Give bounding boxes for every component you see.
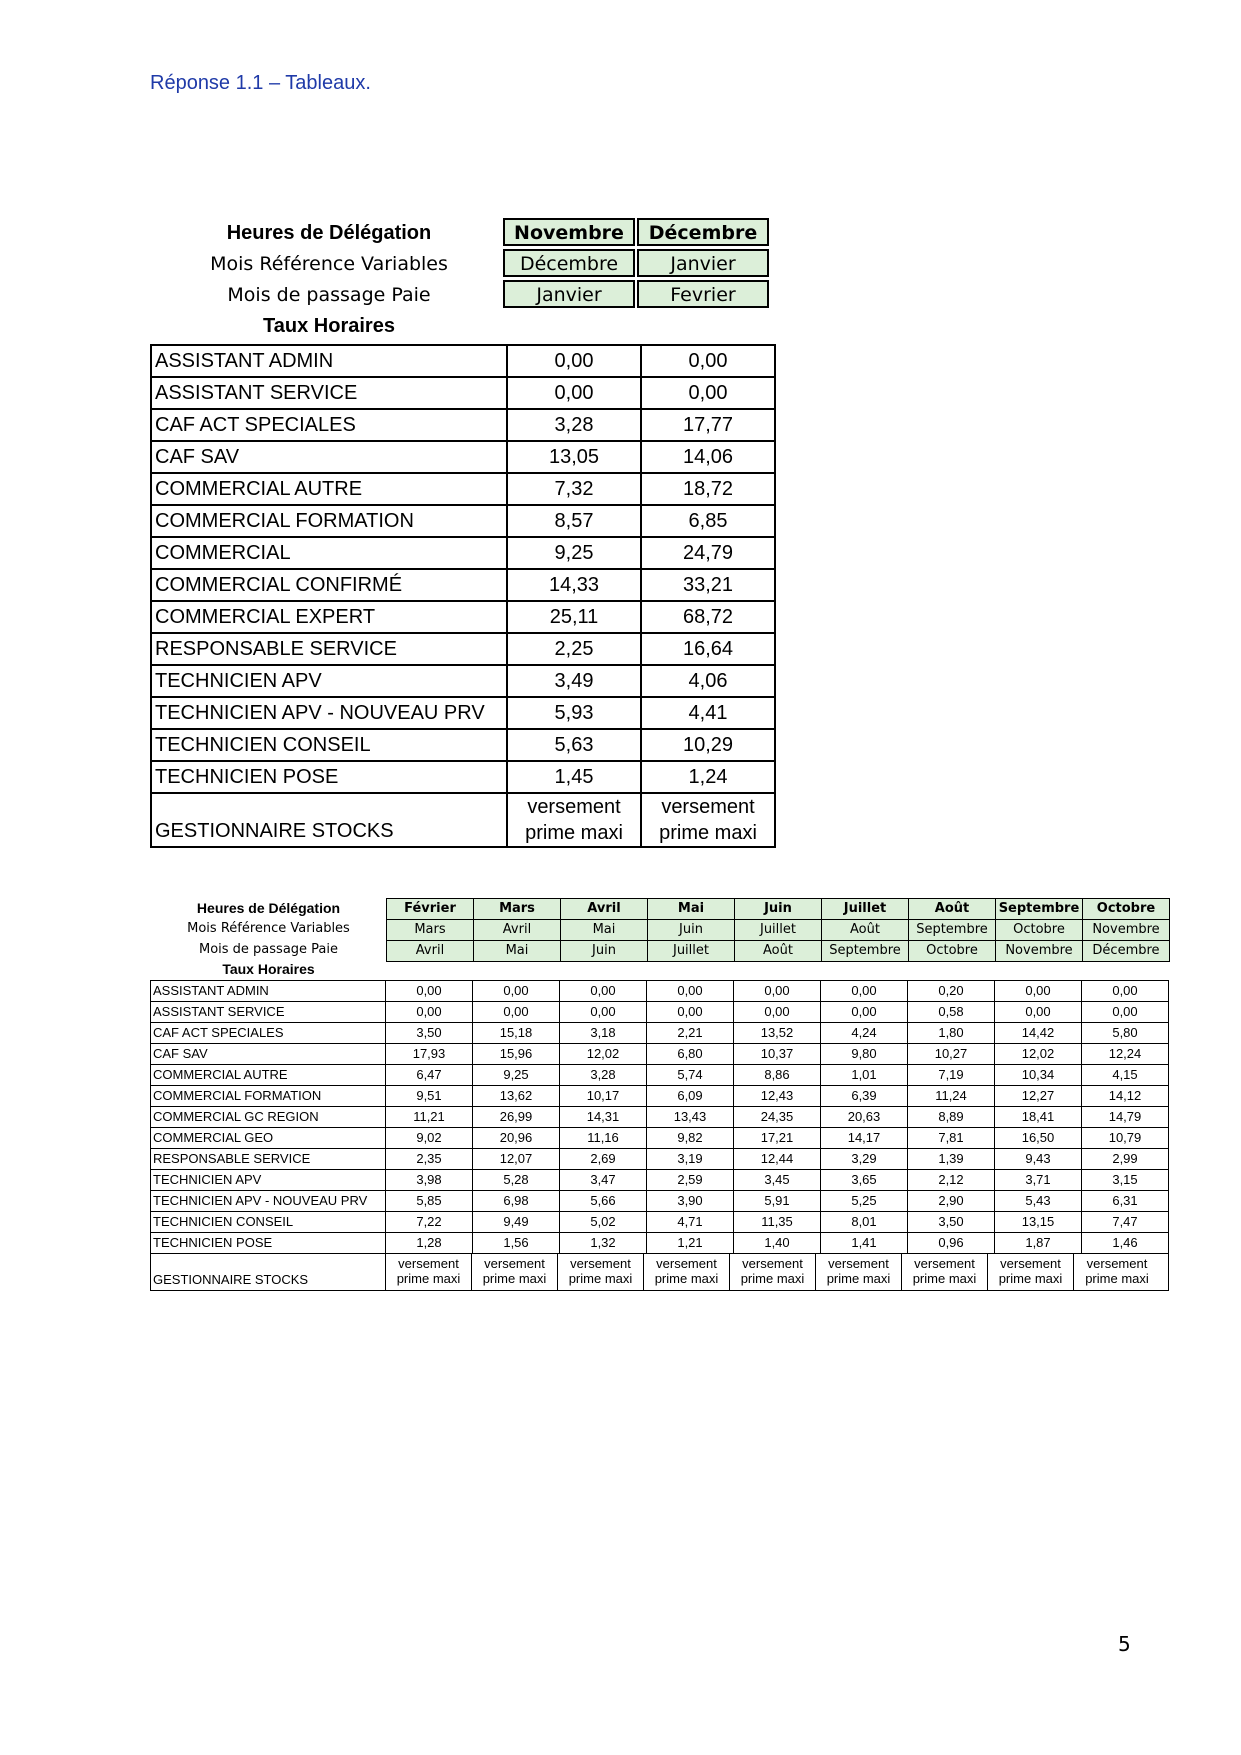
table-row bbox=[151, 1149, 1168, 1170]
rate-cell: 10,79 bbox=[1108, 1130, 1142, 1145]
rate-cell: 0,00 bbox=[1112, 983, 1138, 998]
rate-cell: 3,47 bbox=[560, 1170, 647, 1190]
rate-cell: 13,05 bbox=[508, 442, 642, 472]
rate-cell: 0,00 bbox=[473, 1002, 560, 1022]
rate-cell: 0,00 bbox=[473, 981, 560, 1001]
job-title-cell: COMMERCIAL FORMATION bbox=[152, 506, 508, 536]
rate-cell: 13,62 bbox=[473, 1086, 560, 1106]
rate-cell: 20,63 bbox=[821, 1107, 908, 1127]
rate-cell: 4,06 bbox=[688, 670, 728, 692]
rate-cell: 5,85 bbox=[386, 1191, 473, 1211]
job-title-cell: GESTIONNAIRE STOCKS bbox=[152, 794, 508, 846]
job-title-cell: CAF ACT SPECIALES bbox=[151, 1023, 386, 1043]
month-header-cell: Août bbox=[735, 941, 822, 961]
rate-cell: 15,96 bbox=[473, 1044, 560, 1064]
table-row bbox=[152, 634, 774, 666]
table-row bbox=[151, 1233, 1168, 1254]
rate-cell: 0,00 bbox=[386, 1002, 473, 1022]
prime-line-2: prime maxi bbox=[525, 822, 623, 844]
month-header-cell: Août bbox=[909, 899, 996, 919]
job-title-cell: ASSISTANT ADMIN bbox=[152, 346, 508, 376]
rate-cell: 2,12 bbox=[908, 1170, 995, 1190]
prime-line-2: prime maxi bbox=[482, 1271, 547, 1286]
rate-cell: 3,50 bbox=[386, 1023, 473, 1043]
prime-line-1: versement bbox=[484, 1256, 545, 1271]
rate-cell: 0,00 bbox=[995, 981, 1082, 1001]
rate-cell: 5,66 bbox=[560, 1191, 647, 1211]
month-header-cell: Mai bbox=[561, 920, 648, 940]
rate-cell: 2,25 bbox=[508, 634, 642, 664]
table-row bbox=[152, 506, 774, 538]
rate-cell: 5,93 bbox=[508, 698, 642, 728]
rate-cell: 12,02 bbox=[995, 1044, 1082, 1064]
rate-cell: 1,28 bbox=[386, 1233, 473, 1253]
label-taux-horaires: Taux Horaires bbox=[222, 961, 315, 977]
rate-cell: 11,35 bbox=[734, 1212, 821, 1232]
rate-cell: 0,00 bbox=[647, 1002, 734, 1022]
job-title-cell: TECHNICIEN APV bbox=[152, 666, 508, 696]
rate-cell: 6,39 bbox=[821, 1086, 908, 1106]
job-title-cell: TECHNICIEN APV bbox=[151, 1170, 386, 1190]
prime-line-2: prime maxi bbox=[659, 822, 757, 844]
month-header-cell: Novembre bbox=[1083, 920, 1169, 940]
prime-line-2: prime maxi bbox=[826, 1271, 891, 1286]
table-row bbox=[152, 794, 774, 846]
rate-cell: 14,33 bbox=[508, 570, 642, 600]
rate-cell: 12,02 bbox=[560, 1044, 647, 1064]
rate-cell: 15,18 bbox=[473, 1023, 560, 1043]
rate-cell: 14,42 bbox=[995, 1023, 1082, 1043]
prime-line-1: versement bbox=[398, 1256, 459, 1271]
rate-cell: 2,90 bbox=[908, 1191, 995, 1211]
prime-cell bbox=[558, 1254, 644, 1290]
table-row bbox=[151, 981, 1168, 1002]
rate-cell: 14,17 bbox=[821, 1128, 908, 1148]
rate-cell: 10,27 bbox=[908, 1044, 995, 1064]
rates-grid bbox=[150, 344, 776, 848]
rate-cell: 8,57 bbox=[508, 506, 642, 536]
rate-cell: 25,11 bbox=[508, 602, 642, 632]
rate-cell: 68,72 bbox=[682, 606, 734, 628]
rate-cell: 3,29 bbox=[821, 1149, 908, 1169]
table-row bbox=[152, 730, 774, 762]
table-row bbox=[151, 1212, 1168, 1233]
rate-cell: 5,91 bbox=[734, 1191, 821, 1211]
rate-cell: 3,71 bbox=[995, 1170, 1082, 1190]
month-header-cell: Juin bbox=[561, 941, 648, 961]
rate-cell: 10,17 bbox=[560, 1086, 647, 1106]
rate-cell: 3,15 bbox=[1112, 1172, 1138, 1187]
rate-cell: 1,32 bbox=[560, 1233, 647, 1253]
prime-cell bbox=[386, 1254, 472, 1290]
month-header-cell: Octobre bbox=[1083, 899, 1169, 919]
month-header-cell: Novembre bbox=[503, 218, 635, 246]
prime-cell bbox=[508, 794, 642, 846]
rate-cell: 1,41 bbox=[821, 1233, 908, 1253]
rate-cell: 13,43 bbox=[647, 1107, 734, 1127]
page-heading: Réponse 1.1 – Tableaux. bbox=[150, 72, 371, 94]
job-title-cell: TECHNICIEN CONSEIL bbox=[152, 730, 508, 760]
rate-cell: 5,80 bbox=[1112, 1025, 1138, 1040]
pay-month-row bbox=[387, 941, 1169, 961]
month-header-cell: Juillet bbox=[822, 899, 909, 919]
rate-cell: 12,44 bbox=[734, 1149, 821, 1169]
prime-cell bbox=[1074, 1254, 1160, 1290]
reference-month-row bbox=[503, 249, 771, 277]
pay-month-cell: Janvier bbox=[503, 280, 635, 308]
rate-cell: 12,27 bbox=[995, 1086, 1082, 1106]
rate-cell: 8,01 bbox=[821, 1212, 908, 1232]
label-mois-passage: Mois de passage Paie bbox=[227, 284, 431, 306]
rate-cell: 0,00 bbox=[560, 1002, 647, 1022]
job-title-cell: COMMERCIAL EXPERT bbox=[152, 602, 508, 632]
rate-cell: 9,25 bbox=[508, 538, 642, 568]
prime-cell bbox=[902, 1254, 988, 1290]
prime-line-1: versement bbox=[828, 1256, 889, 1271]
rate-cell: 16,64 bbox=[682, 638, 734, 660]
job-title-cell: TECHNICIEN CONSEIL bbox=[151, 1212, 386, 1232]
rate-cell: 24,35 bbox=[734, 1107, 821, 1127]
prime-line-2: prime maxi bbox=[998, 1271, 1063, 1286]
prime-cell bbox=[644, 1254, 730, 1290]
rate-cell: 14,06 bbox=[682, 446, 734, 468]
table-row bbox=[152, 666, 774, 698]
rate-cell: 17,21 bbox=[734, 1128, 821, 1148]
page-number: 5 bbox=[1118, 1632, 1131, 1656]
rate-cell: 0,00 bbox=[508, 346, 642, 376]
month-header-cell: Mai bbox=[474, 941, 561, 961]
prime-line-1: versement bbox=[1000, 1256, 1061, 1271]
rate-cell: 7,19 bbox=[908, 1065, 995, 1085]
rate-cell: 3,90 bbox=[647, 1191, 734, 1211]
rate-cell: 3,98 bbox=[386, 1170, 473, 1190]
prime-line-1: versement bbox=[570, 1256, 631, 1271]
month-header-block bbox=[386, 898, 1170, 962]
job-title-cell: TECHNICIEN APV - NOUVEAU PRV bbox=[152, 698, 508, 728]
rate-cell: 3,65 bbox=[821, 1170, 908, 1190]
reference-month-row bbox=[387, 920, 1169, 941]
table-row bbox=[151, 1002, 1168, 1023]
month-header-cell: Septembre bbox=[909, 920, 996, 940]
rate-cell: 3,50 bbox=[908, 1212, 995, 1232]
rate-cell: 5,28 bbox=[473, 1170, 560, 1190]
rate-cell: 11,21 bbox=[386, 1107, 473, 1127]
rate-cell: 8,86 bbox=[734, 1065, 821, 1085]
prime-line-1: versement bbox=[914, 1256, 975, 1271]
rate-cell: 0,00 bbox=[688, 382, 728, 404]
rate-cell: 5,43 bbox=[995, 1191, 1082, 1211]
rate-cell: 1,39 bbox=[908, 1149, 995, 1169]
rate-cell: 5,25 bbox=[821, 1191, 908, 1211]
table-row bbox=[152, 346, 774, 378]
month-header-row bbox=[387, 899, 1169, 920]
job-title-cell: COMMERCIAL bbox=[152, 538, 508, 568]
rate-cell: 4,41 bbox=[688, 702, 728, 724]
prime-line-1: versement bbox=[661, 796, 755, 818]
rate-cell: 0,58 bbox=[908, 1002, 995, 1022]
rate-cell: 20,96 bbox=[473, 1128, 560, 1148]
rate-cell: 9,02 bbox=[386, 1128, 473, 1148]
month-header-cell: Août bbox=[822, 920, 909, 940]
rate-cell: 14,12 bbox=[1108, 1088, 1142, 1103]
rate-cell: 18,41 bbox=[995, 1107, 1082, 1127]
label-heures-delegation: Heures de Délégation bbox=[196, 900, 341, 916]
rate-cell: 6,31 bbox=[1112, 1193, 1138, 1208]
table-row bbox=[151, 1065, 1168, 1086]
rate-cell: 2,59 bbox=[647, 1170, 734, 1190]
month-header-row bbox=[503, 218, 771, 246]
month-header-cell: Décembre bbox=[637, 218, 769, 246]
rate-cell: 24,79 bbox=[682, 542, 734, 564]
prime-line-1: versement bbox=[527, 796, 621, 818]
rate-cell: 0,00 bbox=[560, 981, 647, 1001]
rate-cell: 17,77 bbox=[682, 414, 734, 436]
rate-cell: 12,07 bbox=[473, 1149, 560, 1169]
table-row bbox=[152, 410, 774, 442]
rate-cell: 0,00 bbox=[508, 378, 642, 408]
label-taux-horaires: Taux Horaires bbox=[263, 315, 395, 337]
rate-cell: 9,51 bbox=[386, 1086, 473, 1106]
table-row bbox=[152, 538, 774, 570]
label-mois-reference: Mois Référence Variables bbox=[210, 253, 448, 275]
reference-month-cell: Décembre bbox=[503, 249, 635, 277]
rate-cell: 5,74 bbox=[647, 1065, 734, 1085]
rate-cell: 3,28 bbox=[560, 1065, 647, 1085]
rate-cell: 0,00 bbox=[734, 981, 821, 1001]
rate-cell: 18,72 bbox=[682, 478, 734, 500]
prime-cell bbox=[988, 1254, 1074, 1290]
rate-cell: 2,21 bbox=[647, 1023, 734, 1043]
month-header-cell: Octobre bbox=[996, 920, 1083, 940]
month-header-cell: Avril bbox=[561, 899, 648, 919]
month-header-cell: Mai bbox=[648, 899, 735, 919]
month-header-cell: Avril bbox=[474, 920, 561, 940]
job-title-cell: CAF ACT SPECIALES bbox=[152, 410, 508, 440]
rate-cell: 4,71 bbox=[647, 1212, 734, 1232]
rate-cell: 9,43 bbox=[995, 1149, 1082, 1169]
rate-cell: 12,43 bbox=[734, 1086, 821, 1106]
rates-grid bbox=[150, 980, 1169, 1291]
job-title-cell: RESPONSABLE SERVICE bbox=[152, 634, 508, 664]
prime-line-2: prime maxi bbox=[396, 1271, 461, 1286]
rate-cell: 14,79 bbox=[1108, 1109, 1142, 1124]
prime-line-2: prime maxi bbox=[912, 1271, 977, 1286]
prime-line-1: versement bbox=[742, 1256, 803, 1271]
table-row bbox=[152, 602, 774, 634]
rate-cell: 13,15 bbox=[995, 1212, 1082, 1232]
job-title-cell: COMMERCIAL AUTRE bbox=[151, 1065, 386, 1085]
rate-cell: 3,45 bbox=[734, 1170, 821, 1190]
table-row bbox=[152, 570, 774, 602]
prime-line-2: prime maxi bbox=[1085, 1271, 1149, 1286]
rate-cell: 6,09 bbox=[647, 1086, 734, 1106]
rate-cell: 4,24 bbox=[821, 1023, 908, 1043]
rate-cell: 7,81 bbox=[908, 1128, 995, 1148]
job-title-cell: RESPONSABLE SERVICE bbox=[151, 1149, 386, 1169]
table-row bbox=[152, 474, 774, 506]
table-row bbox=[151, 1191, 1168, 1212]
prime-cell bbox=[642, 794, 774, 846]
table-row bbox=[152, 762, 774, 794]
table-row bbox=[151, 1023, 1168, 1044]
rate-cell: 4,15 bbox=[1112, 1067, 1138, 1082]
label-heures-delegation: Heures de Délégation bbox=[226, 222, 432, 244]
rate-cell: 0,00 bbox=[1112, 1004, 1138, 1019]
pay-month-row bbox=[503, 280, 771, 308]
rate-cell: 11,24 bbox=[908, 1086, 995, 1106]
rate-cell: 1,87 bbox=[995, 1233, 1082, 1253]
rate-cell: 16,50 bbox=[995, 1128, 1082, 1148]
rate-cell: 0,00 bbox=[386, 981, 473, 1001]
table-row bbox=[151, 1170, 1168, 1191]
job-title-cell: COMMERCIAL GEO bbox=[151, 1128, 386, 1148]
label-mois-reference: Mois Référence Variables bbox=[187, 921, 350, 936]
month-header-cell: Juillet bbox=[735, 920, 822, 940]
table-row bbox=[152, 378, 774, 410]
rate-cell: 7,32 bbox=[508, 474, 642, 504]
rate-cell: 10,37 bbox=[734, 1044, 821, 1064]
table-row bbox=[151, 1044, 1168, 1065]
month-header-cell: Septembre bbox=[822, 941, 909, 961]
rate-cell: 0,00 bbox=[995, 1002, 1082, 1022]
rate-cell: 1,21 bbox=[647, 1233, 734, 1253]
table-row bbox=[152, 442, 774, 474]
rate-cell: 1,56 bbox=[473, 1233, 560, 1253]
table-row bbox=[151, 1107, 1168, 1128]
label-mois-passage: Mois de passage Paie bbox=[198, 942, 338, 957]
job-title-cell: GESTIONNAIRE STOCKS bbox=[151, 1254, 386, 1290]
reference-month-cell: Janvier bbox=[637, 249, 769, 277]
rate-cell: 6,47 bbox=[386, 1065, 473, 1085]
rate-cell: 9,82 bbox=[647, 1128, 734, 1148]
month-header-cell: Juin bbox=[648, 920, 735, 940]
job-title-cell: ASSISTANT SERVICE bbox=[151, 1002, 386, 1022]
rate-cell: 14,31 bbox=[560, 1107, 647, 1127]
job-title-cell: TECHNICIEN POSE bbox=[151, 1233, 386, 1253]
job-title-cell: ASSISTANT ADMIN bbox=[151, 981, 386, 1001]
rate-cell: 0,00 bbox=[734, 1002, 821, 1022]
rate-cell: 0,00 bbox=[821, 1002, 908, 1022]
month-header-cell: Novembre bbox=[996, 941, 1083, 961]
table-row bbox=[152, 698, 774, 730]
rate-cell: 0,96 bbox=[908, 1233, 995, 1253]
prime-cell bbox=[816, 1254, 902, 1290]
rate-cell: 1,46 bbox=[1112, 1235, 1138, 1250]
prime-line-1: versement bbox=[1086, 1256, 1148, 1271]
rate-cell: 1,01 bbox=[821, 1065, 908, 1085]
rate-cell: 2,69 bbox=[560, 1149, 647, 1169]
rate-cell: 17,93 bbox=[386, 1044, 473, 1064]
rate-cell: 7,22 bbox=[386, 1212, 473, 1232]
job-title-cell: TECHNICIEN APV - NOUVEAU PRV bbox=[151, 1191, 386, 1211]
job-title-cell: TECHNICIEN POSE bbox=[152, 762, 508, 792]
rate-cell: 1,80 bbox=[908, 1023, 995, 1043]
rate-cell: 9,25 bbox=[473, 1065, 560, 1085]
rate-cell: 7,47 bbox=[1112, 1214, 1138, 1229]
month-header-cell: Septembre bbox=[996, 899, 1083, 919]
prime-cell bbox=[472, 1254, 558, 1290]
rate-cell: 12,24 bbox=[1108, 1046, 1142, 1061]
rate-cell: 3,28 bbox=[508, 410, 642, 440]
rate-cell: 0,00 bbox=[647, 981, 734, 1001]
rate-cell: 6,98 bbox=[473, 1191, 560, 1211]
rate-cell: 3,19 bbox=[647, 1149, 734, 1169]
month-header-cell: Juin bbox=[735, 899, 822, 919]
month-header-cell: Mars bbox=[474, 899, 561, 919]
rate-cell: 5,63 bbox=[508, 730, 642, 760]
prime-line-2: prime maxi bbox=[740, 1271, 805, 1286]
job-title-cell: ASSISTANT SERVICE bbox=[152, 378, 508, 408]
rate-cell: 6,80 bbox=[647, 1044, 734, 1064]
rate-cell: 0,00 bbox=[688, 350, 728, 372]
month-header-cell: Février bbox=[387, 899, 474, 919]
rate-cell: 0,00 bbox=[821, 981, 908, 1001]
rate-cell: 26,99 bbox=[473, 1107, 560, 1127]
rate-cell: 3,49 bbox=[508, 666, 642, 696]
rate-cell: 13,52 bbox=[734, 1023, 821, 1043]
prime-line-2: prime maxi bbox=[568, 1271, 633, 1286]
rate-cell: 6,85 bbox=[688, 510, 728, 532]
rate-cell: 1,45 bbox=[508, 762, 642, 792]
month-header-cell: Juillet bbox=[648, 941, 735, 961]
rate-cell: 9,49 bbox=[473, 1212, 560, 1232]
rate-cell: 2,99 bbox=[1112, 1151, 1138, 1166]
month-header-cell: Avril bbox=[387, 941, 474, 961]
job-title-cell: CAF SAV bbox=[152, 442, 508, 472]
job-title-cell: CAF SAV bbox=[151, 1044, 386, 1064]
rate-cell: 10,29 bbox=[682, 734, 734, 756]
job-title-cell: COMMERCIAL FORMATION bbox=[151, 1086, 386, 1106]
month-header-cell: Mars bbox=[387, 920, 474, 940]
rate-cell: 9,80 bbox=[821, 1044, 908, 1064]
rate-cell: 5,02 bbox=[560, 1212, 647, 1232]
prime-cell bbox=[730, 1254, 816, 1290]
month-header-cell: Octobre bbox=[909, 941, 996, 961]
month-header-cell: Décembre bbox=[1083, 941, 1169, 961]
rate-cell: 0,20 bbox=[908, 981, 995, 1001]
rate-cell: 2,35 bbox=[386, 1149, 473, 1169]
rate-cell: 8,89 bbox=[908, 1107, 995, 1127]
job-title-cell: COMMERCIAL GC REGION bbox=[151, 1107, 386, 1127]
job-title-cell: COMMERCIAL CONFIRMÉ bbox=[152, 570, 508, 600]
rate-cell: 1,24 bbox=[688, 766, 728, 788]
rate-cell: 33,21 bbox=[682, 574, 734, 596]
job-title-cell: COMMERCIAL AUTRE bbox=[152, 474, 508, 504]
rate-cell: 10,34 bbox=[995, 1065, 1082, 1085]
rate-cell: 3,18 bbox=[560, 1023, 647, 1043]
table-row bbox=[151, 1128, 1168, 1149]
prime-line-1: versement bbox=[656, 1256, 717, 1271]
rate-cell: 1,40 bbox=[734, 1233, 821, 1253]
pay-month-cell: Fevrier bbox=[637, 280, 769, 308]
table-row bbox=[151, 1086, 1168, 1107]
rate-cell: 11,16 bbox=[560, 1128, 647, 1148]
prime-line-2: prime maxi bbox=[654, 1271, 719, 1286]
table-row bbox=[151, 1254, 1168, 1290]
